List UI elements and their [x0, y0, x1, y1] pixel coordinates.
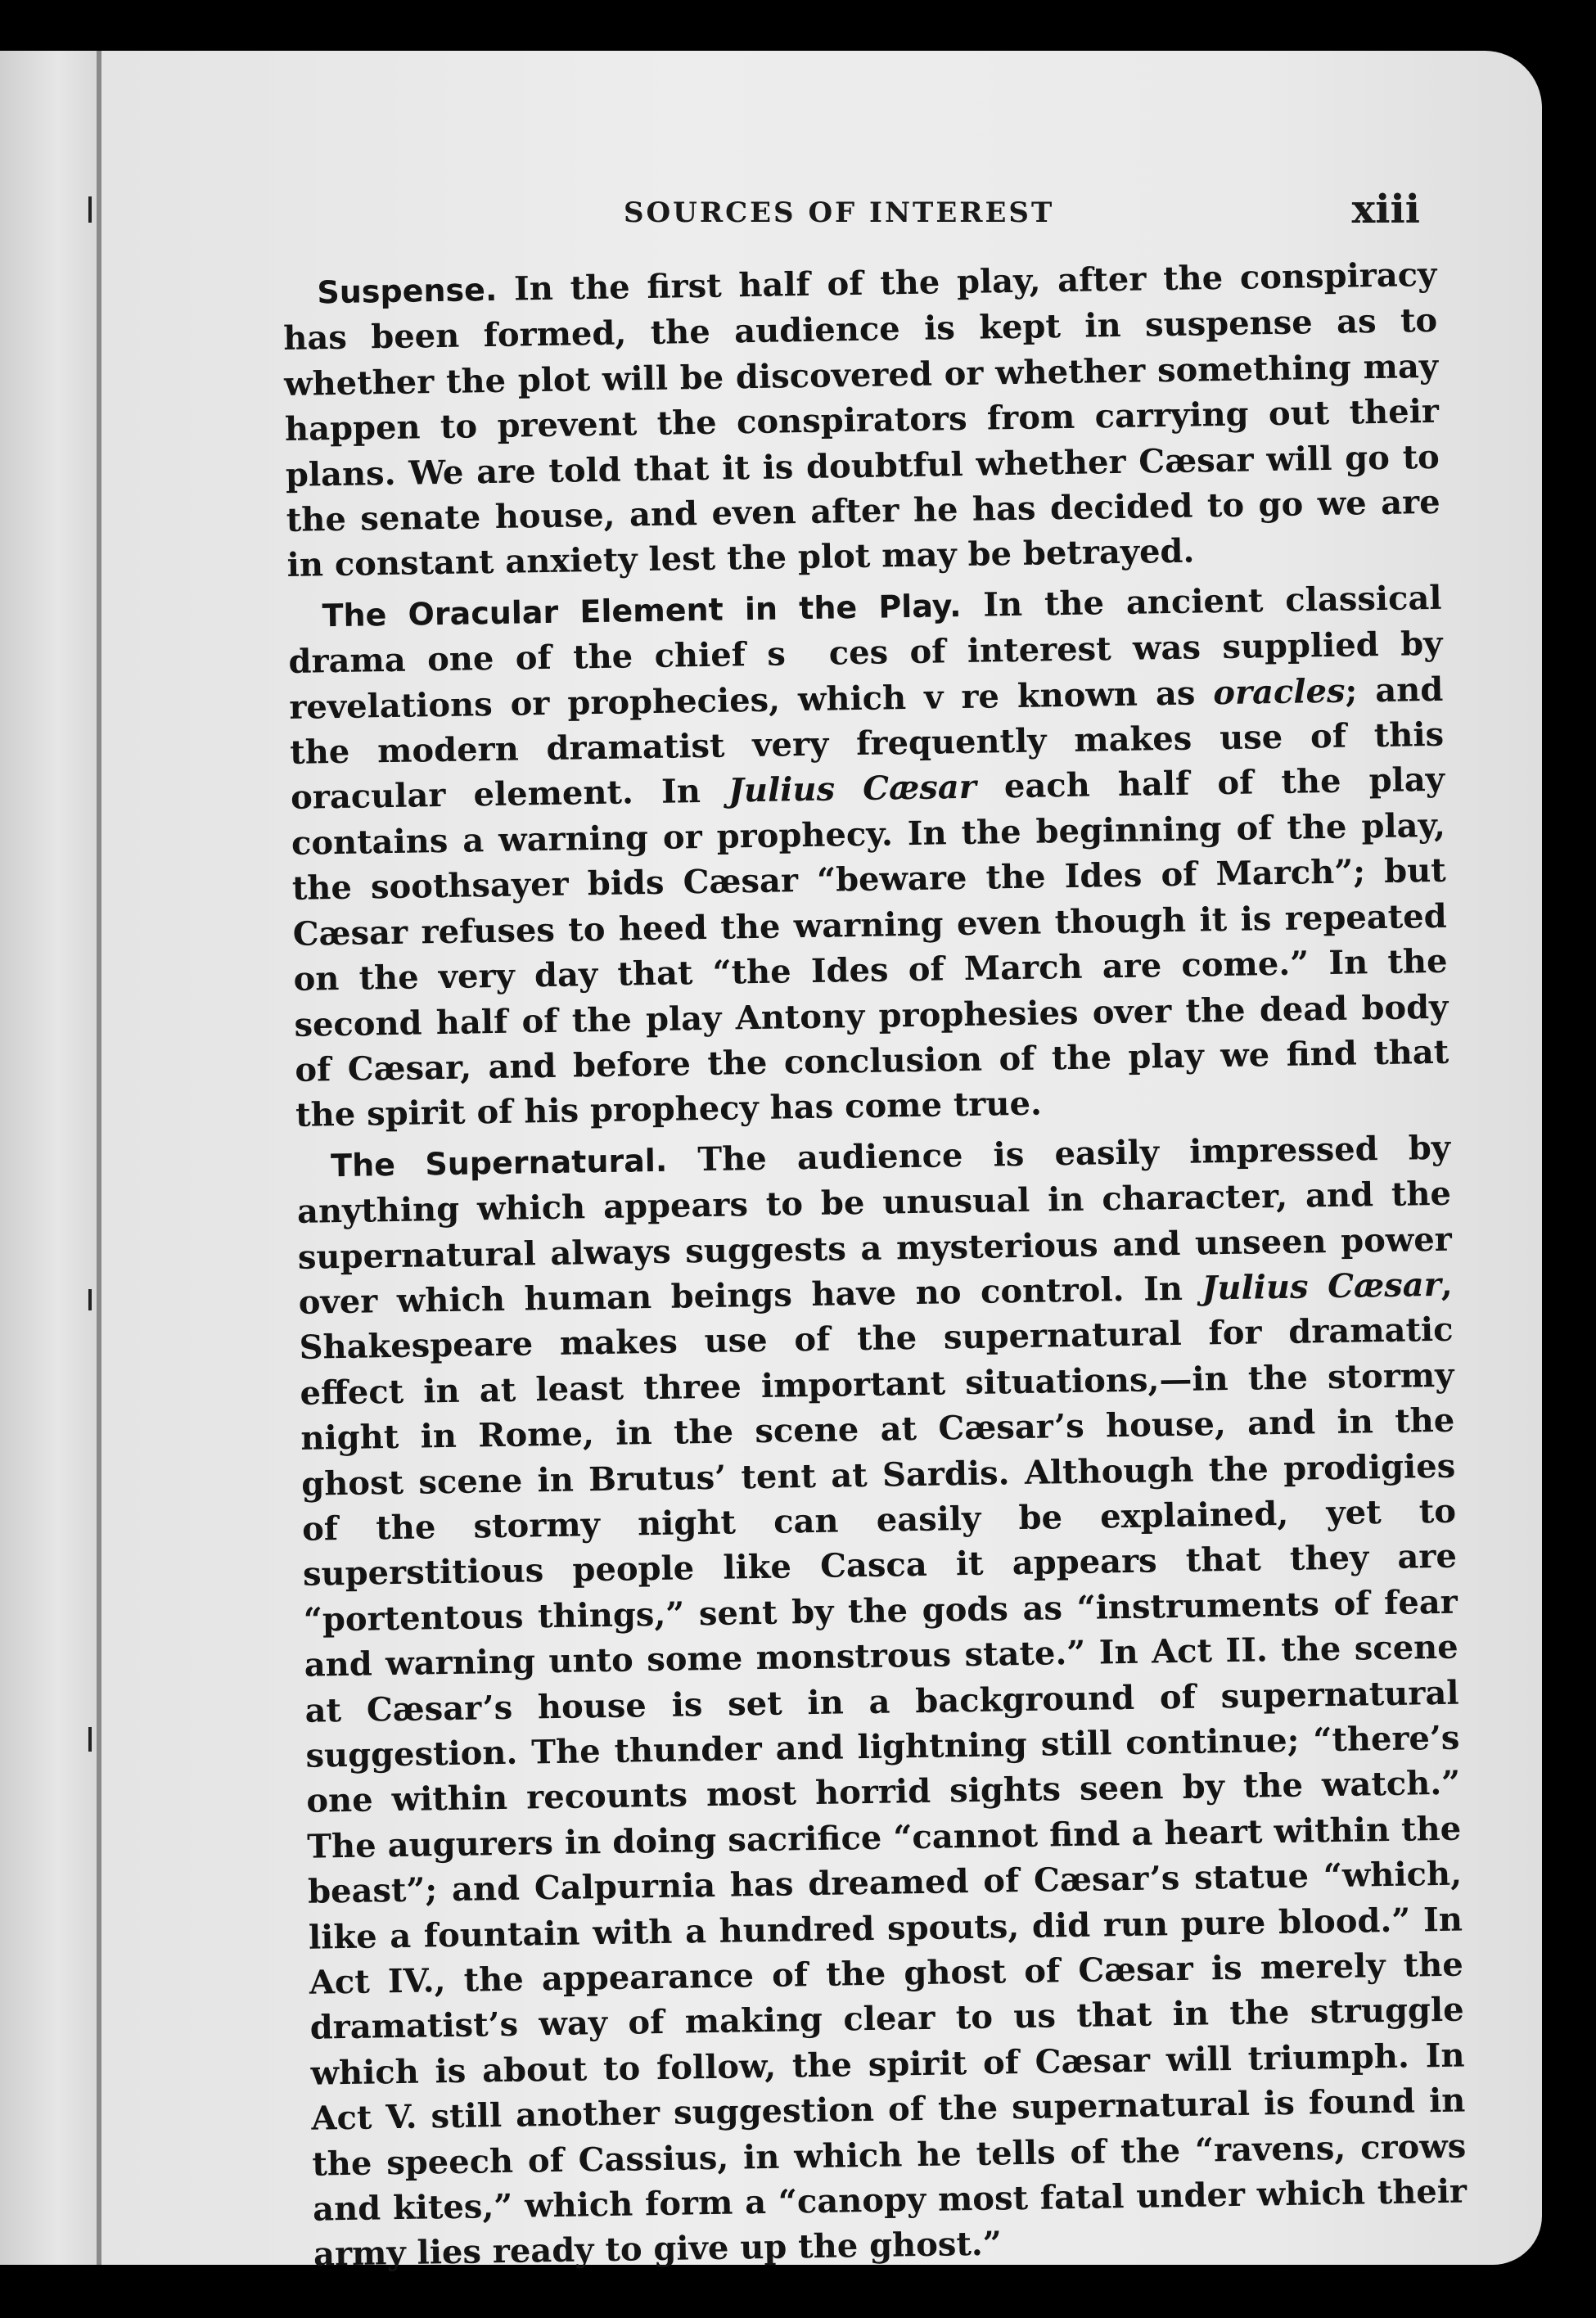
paragraph-text: re known as — [961, 673, 1214, 716]
page-header — [319, 187, 1428, 244]
edge-mark — [88, 1289, 92, 1310]
paragraph-text: ; and the modern dramatist very frequently makes use of this oracular element. In — [289, 670, 1445, 818]
paragraph-suspense — [282, 252, 1441, 589]
paragraph-oracular-element — [287, 575, 1449, 1139]
facing-page-edge — [0, 51, 97, 2265]
paragraph-heading: Suspense. — [317, 271, 498, 311]
paragraph-text: In the ancient classical drama one of the chief s — [288, 578, 1442, 682]
italic-title: Julius Cæsar — [728, 768, 977, 810]
paragraph-text: , Shakespeare makes use of the supernatural for dramatic effect in at least three important situations,—in the stormy night in Rome, in the scene at Cæsar’s house, and in the ghost scene in Brutus’ tent at Sardis. Although the prodigies of the stormy night can easily be explained, yet to superstitious people like Casca it appears that they are “portentous things,” sent by the gods as “instruments of fear and warning unto some monstrous state.” In Act II. the scene at Cæsar’s house is set in a background of supernatural suggestion. The thunder and lightning still continue; “there’s one within recounts most horrid sights seen by the watch.” The augurers in doing sacrifice “cannot find a heart within the beast”; and Calpurnia has dreamed of Cæsar’s statue “which, like a fountain with a hundred spouts, did run pure blood.” In Act IV., the appearance of the ghost of Cæsar is merely the dramatist’s way of making clear to us that in the struggle which is about to follow, the spirit of Cæsar will triumph. In Act V. still another suggestion of the supernatural is found in the speech of Cassius, in which he tells of the “ravens, crows and kites,” which form a “canopy most fatal under which their army lies ready to give up the ghost.” — [299, 1265, 1468, 2275]
italic-title: Julius Cæsar — [1202, 1265, 1442, 1308]
paragraph-text: The audience is easily impressed by anything which appears to be unusual in character, and the supernatural always suggests a mysterious and unseen power over which human beings have no control. In — [296, 1128, 1453, 1322]
paragraph-supernatural — [296, 1125, 1468, 2277]
page-number: xiii — [1351, 187, 1420, 232]
edge-mark — [88, 1727, 92, 1752]
italic-term: oracles — [1212, 671, 1346, 712]
paragraph-heading: The Supernatural. — [330, 1142, 668, 1184]
page-body — [282, 252, 1468, 2278]
paragraph-text: In the first half of the play, after the conspiracy has been formed, the audience is kept in suspense as to whether the plot will be discovered or whether something may happen to prevent the conspirators from carrying out their plans. We are told that it is doubtful whether Cæsar will go to the senate house, and even after he has decided to go we are in constant anxiety lest the plot may be betrayed. — [282, 255, 1440, 585]
running-head: SOURCES OF INTEREST — [624, 196, 1055, 229]
paragraph-text: each half of the play contains a warning or prophecy. In the beginning of the play, the soothsayer bids Cæsar “beware the Ides of March”; but Cæsar refuses to heed the warning even though it is repeated on the very day that “the Ides of March are come.” In the second half of the play Antony prophesies over the dead body of Cæsar, and before the conclusion of the play we find that the spirit of his prophecy has come true. — [291, 760, 1449, 1135]
paragraph-heading: The Oracular Element in the Play. — [322, 587, 962, 634]
paragraph-text: ces of interest was supplied by revelations or prophecies, which v — [289, 625, 1443, 727]
edge-mark — [88, 196, 92, 223]
